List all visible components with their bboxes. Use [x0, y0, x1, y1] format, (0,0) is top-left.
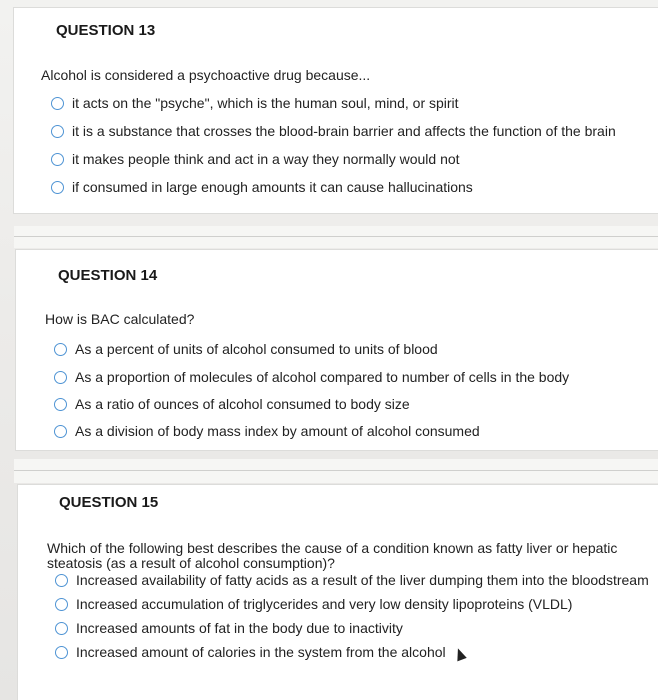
option-label: Increased amounts of fat in the body due to inactivity	[76, 620, 403, 636]
option-label: it acts on the "psyche", which is the human soul, mind, or spirit	[72, 95, 459, 111]
question-14-prompt: How is BAC calculated?	[45, 311, 195, 327]
radio-button-icon[interactable]	[55, 598, 68, 611]
radio-button-icon[interactable]	[51, 125, 64, 138]
radio-button-icon[interactable]	[54, 398, 67, 411]
radio-button-icon[interactable]	[54, 343, 67, 356]
option-label: it is a substance that crosses the blood-brain barrier and affects the function of the brain	[72, 123, 616, 139]
question-15-option-4[interactable]	[55, 644, 446, 660]
option-label: if consumed in large enough amounts it can cause hallucinations	[72, 179, 473, 195]
question-15-prompt-line-1: Which of the following best describes the cause of a condition known as fatty liver or hepatic	[47, 540, 618, 556]
question-13-header: QUESTION 13	[56, 22, 156, 39]
option-label: it makes people think and act in a way they normally would not	[72, 151, 460, 167]
question-13-option-1[interactable]	[51, 95, 459, 111]
radio-button-icon[interactable]	[51, 97, 64, 110]
question-14-option-2[interactable]	[54, 369, 569, 385]
radio-button-icon[interactable]	[54, 425, 67, 438]
divider	[14, 470, 658, 471]
question-15-option-1[interactable]	[55, 572, 649, 588]
question-13-option-4[interactable]	[51, 179, 473, 195]
question-13-option-2[interactable]	[51, 123, 616, 139]
radio-button-icon[interactable]	[54, 371, 67, 384]
question-14-option-4[interactable]	[54, 423, 480, 439]
divider	[14, 236, 658, 237]
question-13-option-3[interactable]	[51, 151, 460, 167]
question-15-header: QUESTION 15	[59, 494, 159, 511]
question-15-option-3[interactable]	[55, 620, 403, 636]
radio-button-icon[interactable]	[55, 646, 68, 659]
radio-button-icon[interactable]	[51, 181, 64, 194]
separator-band	[14, 459, 658, 483]
option-label: As a division of body mass index by amount of alcohol consumed	[75, 423, 480, 439]
radio-button-icon[interactable]	[55, 622, 68, 635]
option-label: As a percent of units of alcohol consumed to units of blood	[75, 341, 438, 357]
option-label: Increased accumulation of triglycerides and very low density lipoproteins (VLDL)	[76, 596, 573, 612]
radio-button-icon[interactable]	[55, 574, 68, 587]
question-13-prompt: Alcohol is considered a psychoactive drug because...	[41, 67, 371, 83]
option-label: Increased availability of fatty acids as a result of the liver dumping them into the bloodstream	[76, 572, 649, 588]
option-label: As a ratio of ounces of alcohol consumed to body size	[75, 396, 410, 412]
question-14-header: QUESTION 14	[58, 267, 158, 284]
option-label: Increased amount of calories in the system from the alcohol	[76, 644, 446, 660]
question-15-block	[18, 485, 658, 700]
question-14-option-3[interactable]	[54, 396, 410, 412]
option-label: As a proportion of molecules of alcohol compared to number of cells in the body	[75, 369, 570, 385]
radio-button-icon[interactable]	[51, 153, 64, 166]
separator-band	[14, 226, 658, 248]
question-14-option-1[interactable]	[54, 341, 438, 357]
question-15-prompt-line-2: steatosis (as a result of alcohol consumption)?	[47, 555, 335, 571]
question-15-option-2[interactable]	[55, 596, 572, 612]
